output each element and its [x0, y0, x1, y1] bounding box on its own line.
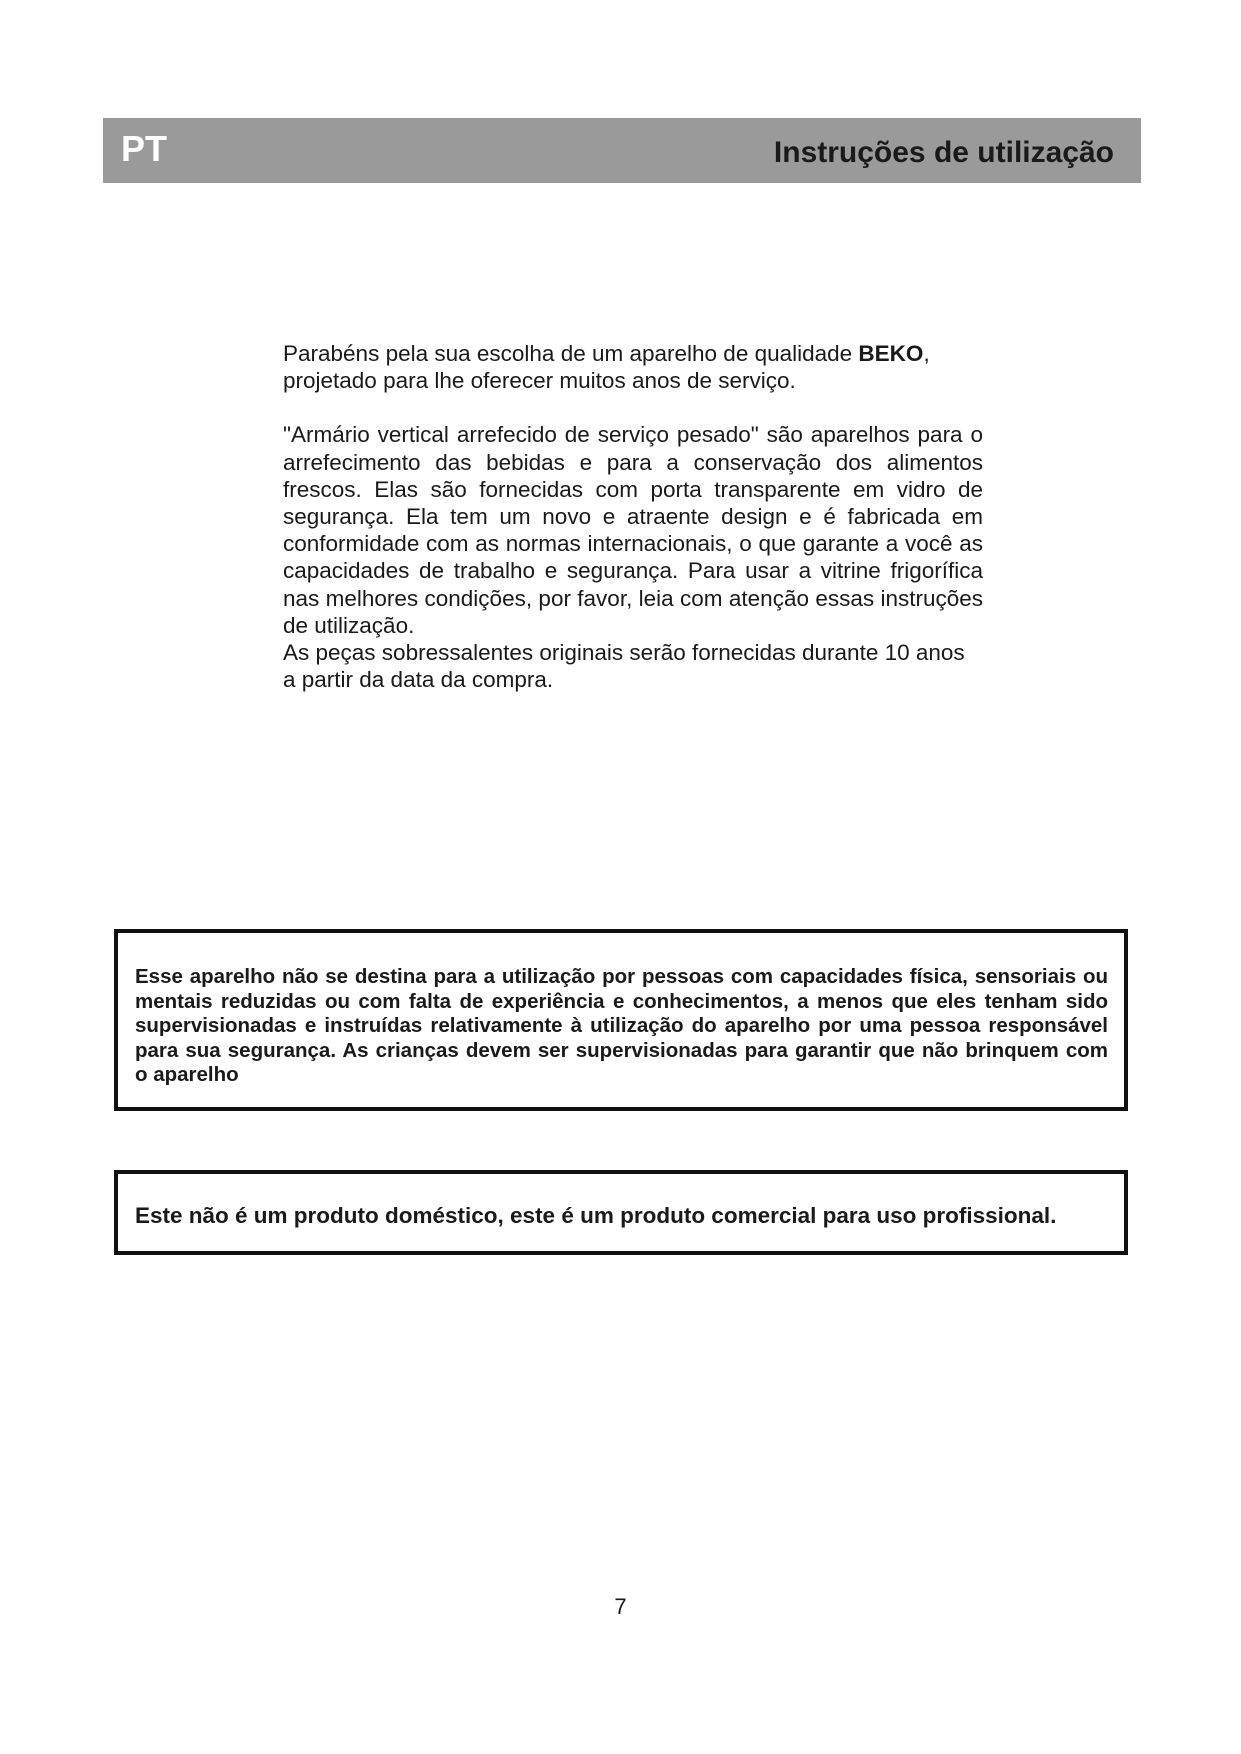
intro-p1-text-end: , projetado para lhe oferecer muitos anos de serviço.: [283, 341, 930, 394]
language-code: PT: [121, 128, 168, 169]
header-bar: [103, 118, 1141, 183]
intro-paragraph-1: [283, 340, 983, 394]
intro-p1-text: Parabéns pela sua escolha de um aparelho de qualidade: [283, 341, 859, 366]
intro-paragraph-3: As peças sobressalentes originais serão fornecidas durante 10 anos a partir da data da compra.: [283, 640, 965, 693]
commercial-notice-box: [114, 1170, 1128, 1255]
page-title: Instruções de utilização: [773, 136, 1114, 169]
safety-notice-box: [114, 929, 1128, 1111]
intro-section: [283, 340, 983, 693]
paragraph-spacer: [283, 394, 983, 421]
brand-name: BEKO: [858, 341, 924, 366]
intro-paragraph-2: "Armário vertical arrefecido de serviço pesado" são aparelhos para o arrefecimento das bebidas e para a conservação dos alimentos frescos. Elas são fornecidas com porta transparente em vidro de segurança. Ela tem um novo e atraente design e é fabricada em conformidade com as normas internacionais, o que garante a você as capacidades de trabalho e segurança. Para usar a vitrine frigorífica nas melhores condições, por favor, leia com atenção essas instruções de utilização.: [283, 422, 983, 638]
commercial-notice-text: Este não é um produto doméstico, este é um produto comercial para uso profissional.: [135, 1203, 1057, 1228]
page-number: 7: [614, 1594, 627, 1619]
safety-notice-text: Esse aparelho não se destina para a utilização por pessoas com capacidades física, sensoriais ou mentais reduzidas ou com falta de experiência e conhecimentos, a menos que eles tenham sido supervisionadas e instruídas relativamente à utilização do aparelho por uma pessoa responsável para sua segurança. As crianças devem ser supervisionadas para garantir que não brinquem com o aparelho: [135, 965, 1108, 1086]
